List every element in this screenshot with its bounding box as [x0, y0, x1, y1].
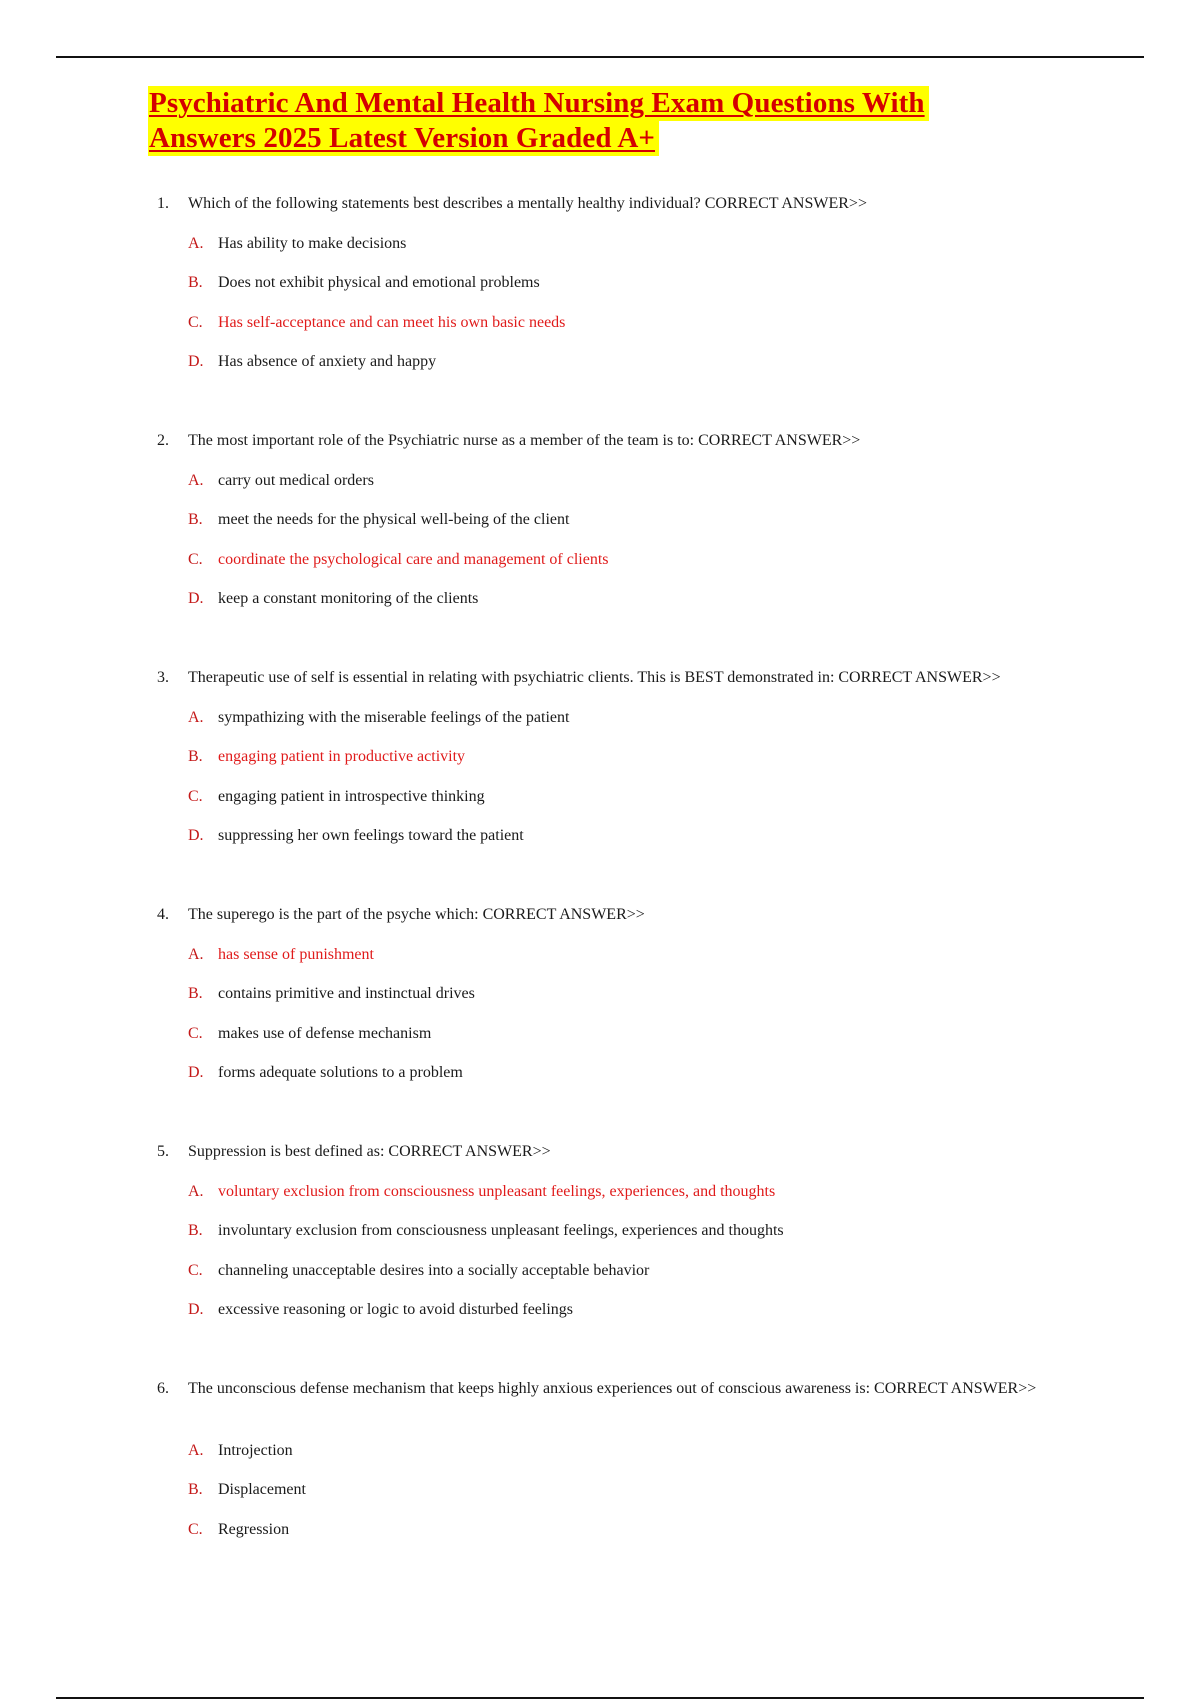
option-letter: C. — [188, 1262, 203, 1279]
option-letter: B. — [188, 985, 203, 1002]
question-number: 6. — [157, 1380, 169, 1397]
option-text: Regression — [218, 1521, 290, 1538]
option-letter: C. — [188, 1521, 203, 1538]
option-text: carry out medical orders — [218, 472, 374, 489]
option-text: meet the needs for the physical well-being of the client — [218, 511, 570, 528]
question-stem — [157, 193, 1057, 214]
answer-option — [188, 1063, 463, 1083]
question-stem — [157, 904, 1057, 925]
option-text: Has self-acceptance and can meet his own basic needs — [218, 314, 566, 331]
answer-option — [188, 273, 540, 293]
question-number: 3. — [157, 669, 169, 686]
option-letter: A. — [188, 946, 204, 963]
option-text: voluntary exclusion from consciousness unpleasant feelings, experiences, and thoughts — [218, 1183, 776, 1200]
option-text: sympathizing with the miserable feelings of the patient — [218, 709, 570, 726]
option-letter: A. — [188, 709, 204, 726]
page-bottom-rule — [56, 1697, 1144, 1699]
option-text: suppressing her own feelings toward the patient — [218, 827, 524, 844]
document-title — [148, 86, 1048, 156]
option-text: coordinate the psychological care and management of clients — [218, 551, 609, 568]
option-letter: A. — [188, 1183, 204, 1200]
answer-option — [188, 1300, 573, 1320]
option-letter: B. — [188, 1222, 203, 1239]
answer-option — [188, 945, 374, 965]
option-text: channeling unacceptable desires into a socially acceptable behavior — [218, 1262, 650, 1279]
option-letter: A. — [188, 1442, 204, 1459]
option-text: Introjection — [218, 1442, 293, 1459]
answer-option — [188, 1261, 649, 1281]
option-letter: D. — [188, 1301, 204, 1318]
answer-option — [188, 1024, 431, 1044]
question-text: Suppression is best defined as: CORRECT ANSWER>> — [188, 1143, 551, 1160]
option-text: forms adequate solutions to a problem — [218, 1064, 463, 1081]
option-text: has sense of punishment — [218, 946, 374, 963]
answer-option — [188, 1221, 784, 1241]
answer-option — [188, 1182, 775, 1202]
option-text: contains primitive and instinctual drives — [218, 985, 475, 1002]
answer-option — [188, 510, 569, 530]
page-top-rule — [56, 56, 1144, 58]
question-text: Which of the following statements best describes a mentally healthy individual? CORRECT ANSWER>> — [188, 195, 867, 212]
option-text: keep a constant monitoring of the clients — [218, 590, 479, 607]
option-text: excessive reasoning or logic to avoid disturbed feelings — [218, 1301, 574, 1318]
answer-option — [188, 471, 374, 491]
option-letter: D. — [188, 1064, 204, 1081]
option-letter: A. — [188, 472, 204, 489]
answer-option — [188, 550, 609, 570]
question-stem — [157, 430, 1057, 451]
option-letter: B. — [188, 748, 203, 765]
question-stem — [157, 1378, 1057, 1399]
question-text: The unconscious defense mechanism that keeps highly anxious experiences out of conscious awareness is: CORRECT ANSWER>> — [188, 1380, 1037, 1397]
answer-option — [188, 826, 524, 846]
option-text: engaging patient in introspective thinking — [218, 788, 485, 805]
answer-option — [188, 589, 478, 609]
question-stem — [157, 1141, 1057, 1162]
option-letter: C. — [188, 551, 203, 568]
option-text: engaging patient in productive activity — [218, 748, 466, 765]
title-line-1: Psychiatric And Mental Health Nursing Exam Questions With — [148, 86, 929, 121]
answer-option — [188, 747, 465, 767]
answer-option — [188, 234, 406, 254]
option-text: Has absence of anxiety and happy — [218, 353, 437, 370]
option-letter: B. — [188, 511, 203, 528]
option-letter: D. — [188, 590, 204, 607]
title-line-2: Answers 2025 Latest Version Graded A+ — [148, 121, 659, 156]
option-letter: C. — [188, 788, 203, 805]
option-letter: C. — [188, 314, 203, 331]
option-letter: A. — [188, 235, 204, 252]
question-text: Therapeutic use of self is essential in relating with psychiatric clients. This is BEST demonstrated in: CORRECT ANSWER>> — [188, 669, 1001, 686]
answer-option — [188, 1480, 306, 1500]
option-text: involuntary exclusion from consciousness unpleasant feelings, experiences and thoughts — [218, 1222, 784, 1239]
question-number: 5. — [157, 1143, 169, 1160]
answer-option — [188, 352, 436, 372]
option-letter: B. — [188, 1481, 203, 1498]
answer-option — [188, 1520, 289, 1540]
answer-option — [188, 787, 485, 807]
answer-option — [188, 984, 475, 1004]
question-stem — [157, 667, 1057, 688]
question-number: 4. — [157, 906, 169, 923]
option-letter: D. — [188, 827, 204, 844]
question-text: The superego is the part of the psyche which: CORRECT ANSWER>> — [188, 906, 645, 923]
option-letter: C. — [188, 1025, 203, 1042]
option-text: Does not exhibit physical and emotional problems — [218, 274, 540, 291]
answer-option — [188, 708, 569, 728]
question-number: 1. — [157, 195, 169, 212]
option-letter: B. — [188, 274, 203, 291]
option-text: Displacement — [218, 1481, 306, 1498]
question-number: 2. — [157, 432, 169, 449]
option-text: makes use of defense mechanism — [218, 1025, 432, 1042]
answer-option — [188, 313, 565, 333]
option-text: Has ability to make decisions — [218, 235, 407, 252]
answer-option — [188, 1441, 293, 1461]
question-text: The most important role of the Psychiatric nurse as a member of the team is to: CORRECT ANSWER>> — [188, 432, 861, 449]
option-letter: D. — [188, 353, 204, 370]
